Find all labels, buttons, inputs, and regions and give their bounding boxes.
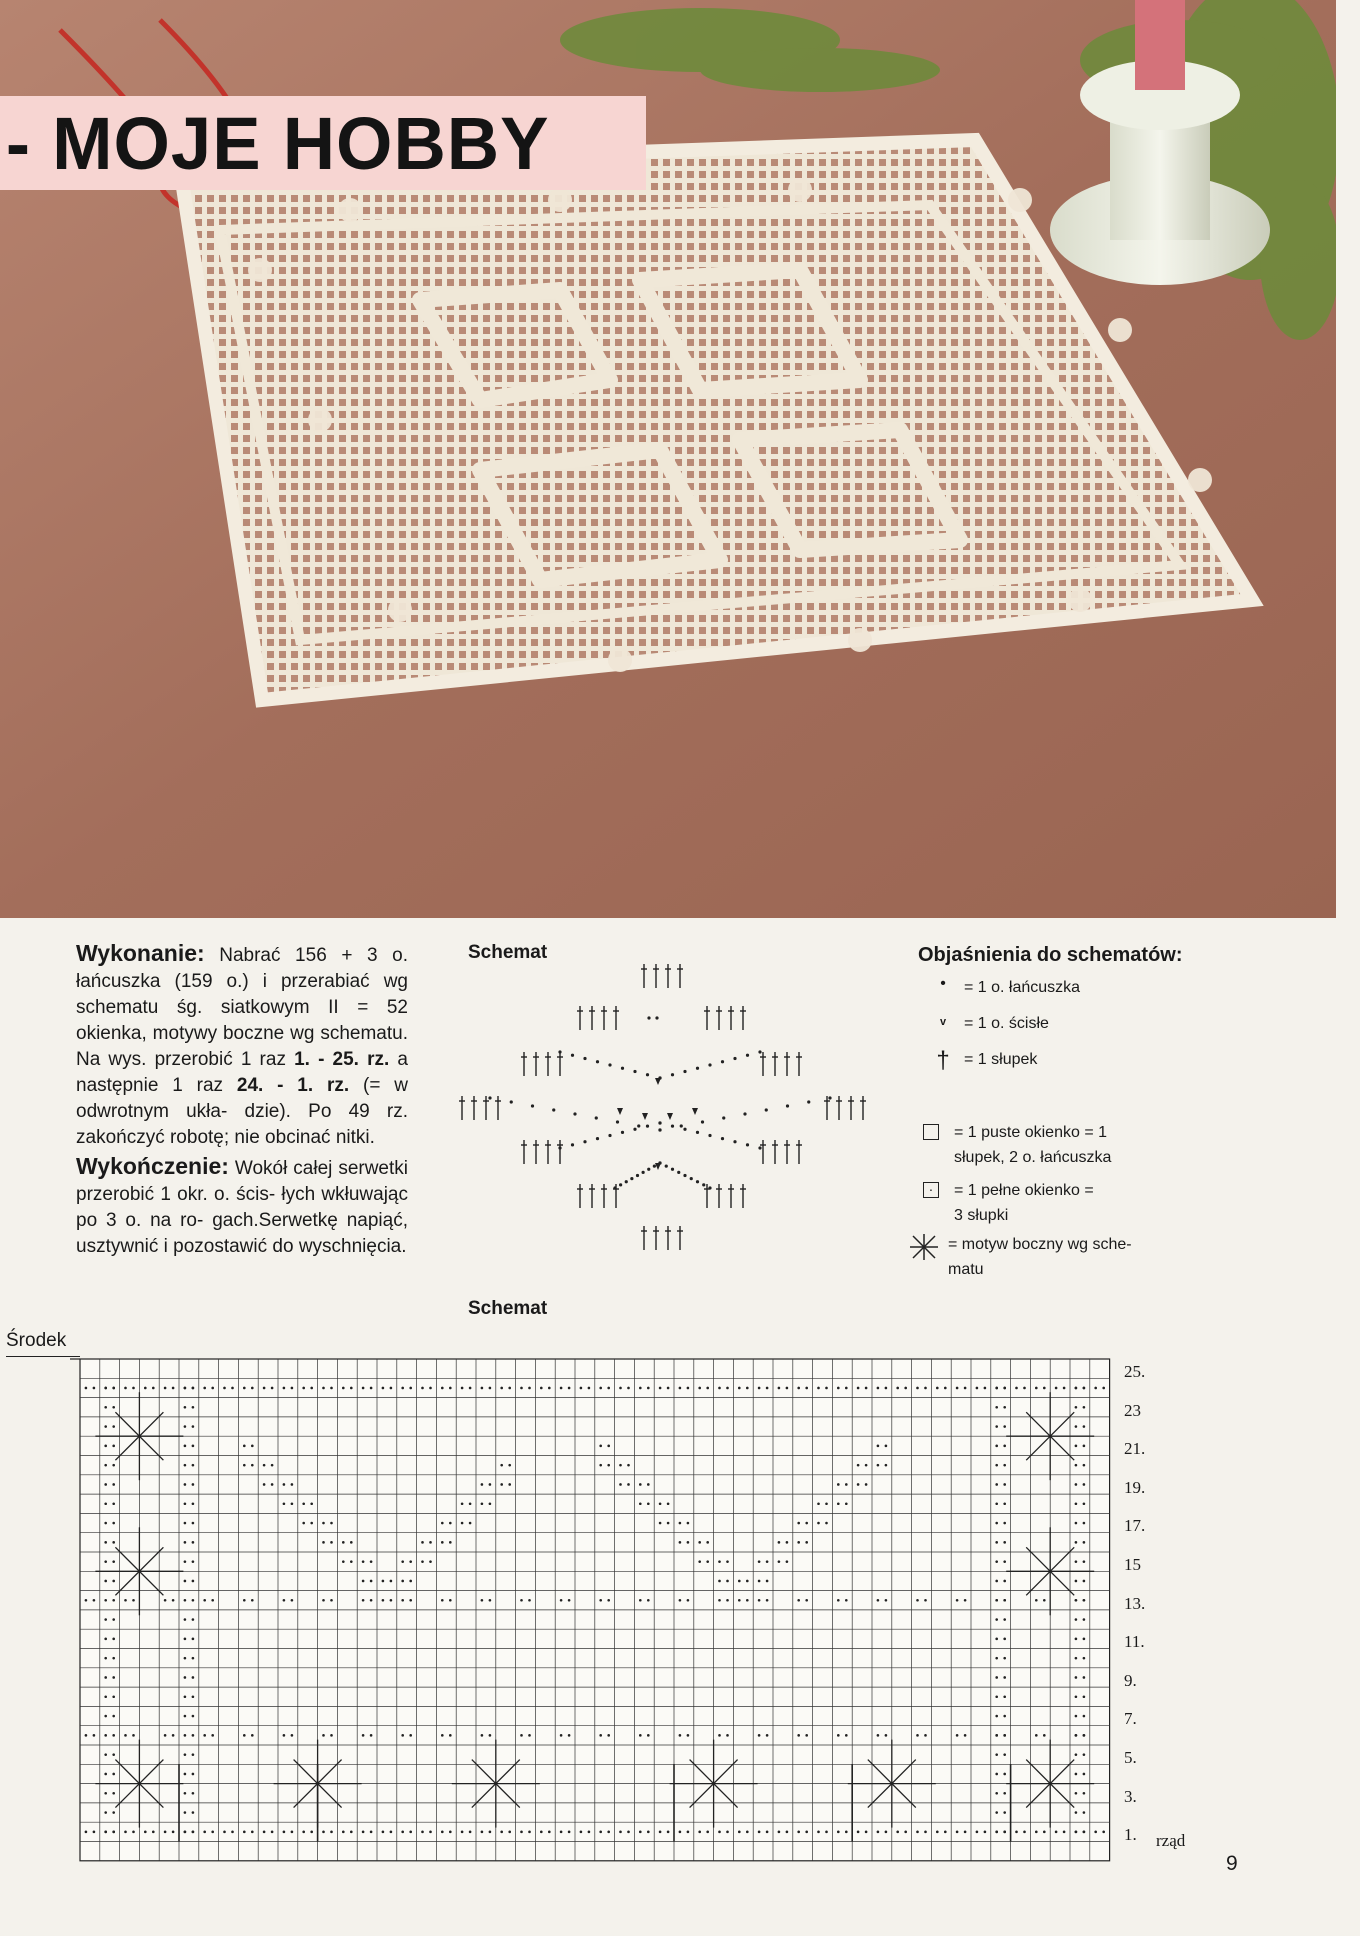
wykonanie-tail-0: dzie). Po 49 rz. zakończyć robotę; (76, 1101, 409, 1148)
chain-dot (510, 1100, 513, 1103)
chain-dot (680, 1124, 683, 1127)
legend-text: = 1 o. łańcuszka (964, 979, 1081, 996)
chain-dot (558, 1050, 561, 1053)
chain-dot (531, 1104, 534, 1107)
chain-dot (583, 1057, 586, 1060)
chain-dot (696, 1131, 699, 1134)
row-number: 17. (1124, 1516, 1146, 1536)
double-crochet-symbol (653, 1226, 659, 1250)
title-banner (0, 96, 646, 190)
chain-dot (613, 1186, 616, 1189)
row-number: 21. (1124, 1439, 1146, 1459)
center-label: Środek (6, 1330, 67, 1351)
single-crochet-symbol (667, 1113, 673, 1120)
chain-dot (828, 1096, 831, 1099)
double-crochet-symbol (521, 1140, 527, 1164)
chain-dot (616, 1120, 619, 1123)
wykonanie-line-2: schematu śg. siatkowym II (76, 997, 339, 1018)
chain-dot (683, 1070, 686, 1073)
double-crochet-symbol (533, 1052, 539, 1076)
row-number: 3. (1124, 1786, 1137, 1806)
double-crochet-symbol (545, 1052, 551, 1076)
chain-dot (658, 1128, 661, 1131)
chain-dot (619, 1183, 622, 1186)
chain-dot (743, 1112, 746, 1115)
legend-text: = motyw boczny wg sche- (948, 1236, 1132, 1253)
chain-dot (683, 1174, 686, 1177)
chain-dot (633, 1070, 636, 1073)
chain-dot (683, 1128, 686, 1131)
wykonanie-line-0: Nabrać 156 + 3 o. (204, 945, 408, 966)
row-number: 11. (1124, 1632, 1145, 1652)
double-crochet-symbol (772, 1140, 778, 1164)
double-crochet-symbol (728, 1006, 734, 1030)
row-number: 13. (1124, 1593, 1146, 1613)
chain-dot (671, 1125, 674, 1128)
double-crochet-symbol (483, 1096, 489, 1120)
legend-item-single-crochet (930, 1011, 1049, 1036)
row-number: 5. (1124, 1748, 1137, 1767)
chain-dot (637, 1124, 640, 1127)
chain-dot (746, 1143, 749, 1146)
legend-text: = 1 pełne okienko = (954, 1182, 1094, 1199)
double-crochet-symbol (589, 1006, 595, 1030)
legend-text-2: słupek, 2 o. łańcuszka (954, 1149, 1112, 1166)
row-suffix-label: rząd (1156, 1831, 1186, 1850)
single-crochet-symbol (655, 1078, 661, 1085)
double-crochet-symbol (495, 1096, 501, 1120)
chain-dot (646, 1125, 649, 1128)
wykonanie-line-4: schematu. Na wys. przerobić 1 raz (76, 1023, 408, 1070)
double-crochet-symbol (533, 1140, 539, 1164)
double-crochet-symbol (641, 964, 647, 988)
empty-mesh-icon (918, 1120, 944, 1145)
double-crochet-symbol (521, 1052, 527, 1076)
double-crochet-symbol (704, 1006, 710, 1030)
legend-item-chain (930, 975, 1080, 1000)
double-crochet-symbol (836, 1096, 842, 1120)
side-motif-icon (906, 1232, 942, 1267)
wykonanie-line-1: łańcuszka (159 o.) i przerabiać wg (76, 971, 408, 992)
chain-dot (786, 1104, 789, 1107)
double-crochet-symbol (665, 1226, 671, 1250)
double-crochet-icon: † (936, 1047, 950, 1074)
chain-dot (595, 1116, 598, 1119)
double-crochet-symbol (459, 1096, 465, 1120)
side-motif-schematic (450, 948, 890, 1288)
chain-dot (625, 1180, 628, 1183)
legend-text: = 1 puste okienko = 1 (954, 1124, 1107, 1141)
chain-dot-icon: • (940, 975, 946, 992)
rows-part1: 1. - 25. rz. (294, 1049, 390, 1070)
double-crochet-symbol (760, 1052, 766, 1076)
double-crochet-symbol (860, 1096, 866, 1120)
wykonczenie-heading: Wykończenie: (76, 1153, 229, 1179)
double-crochet-symbol (613, 1006, 619, 1030)
double-crochet-symbol (716, 1184, 722, 1208)
double-crochet-symbol (760, 1140, 766, 1164)
chain-dot (552, 1108, 555, 1111)
row-number: 23 (1124, 1400, 1141, 1420)
single-crochet-symbol (617, 1108, 623, 1115)
filled-mesh-icon: · (918, 1178, 944, 1199)
chain-dot (571, 1054, 574, 1057)
page-title: - MOJE HOBBY (5, 101, 550, 185)
chain-dot (721, 1137, 724, 1140)
chain-dot (708, 1186, 711, 1189)
double-crochet-symbol (740, 1184, 746, 1208)
double-crochet-symbol (784, 1140, 790, 1164)
legend-item-side-motif (906, 1232, 1132, 1282)
chain-dot (665, 1165, 668, 1168)
chain-dot (647, 1168, 650, 1171)
chain-dot (653, 1165, 656, 1168)
chain-dot (488, 1096, 491, 1099)
chain-dot (558, 1146, 561, 1149)
double-crochet-symbol (677, 1226, 683, 1250)
single-crochet-icon: ᵥ (940, 1011, 946, 1028)
chain-dot (758, 1050, 761, 1053)
row-number: 7. (1124, 1709, 1137, 1729)
double-crochet-symbol (653, 964, 659, 988)
chain-dot (630, 1177, 633, 1180)
chain-dot (608, 1063, 611, 1066)
instructions (76, 940, 408, 1262)
legend-text-2: 3 słupki (954, 1207, 1009, 1224)
row-number: 15 (1124, 1555, 1141, 1574)
row-number: 1. (1124, 1825, 1137, 1845)
wykonczenie-line-1: serwetki przerobić 1 okr. o. ścis- (76, 1158, 408, 1205)
double-crochet-symbol (716, 1006, 722, 1030)
rows-part1-after: a następnie 1 raz (76, 1049, 408, 1096)
chain-dot (721, 1060, 724, 1063)
double-crochet-symbol (848, 1096, 854, 1120)
double-crochet-symbol (728, 1184, 734, 1208)
chain-dot (696, 1067, 699, 1070)
wykonczenie-line-4: i pozostawić do wyschnięcia. (163, 1236, 407, 1257)
chain-dot (608, 1134, 611, 1137)
double-crochet-symbol (641, 1226, 647, 1250)
double-crochet-symbol (824, 1096, 830, 1120)
chain-dot (596, 1137, 599, 1140)
double-crochet-symbol (601, 1006, 607, 1030)
double-crochet-symbol (471, 1096, 477, 1120)
chain-dot (708, 1063, 711, 1066)
double-crochet-symbol (577, 1006, 583, 1030)
chain-dot (733, 1140, 736, 1143)
double-crochet-symbol (796, 1052, 802, 1076)
row-number: 25. (1124, 1362, 1146, 1381)
chain-dot (658, 1121, 661, 1124)
double-crochet-symbol (577, 1184, 583, 1208)
wykonanie-line-3: = 52 okienka, motywy boczne wg (76, 997, 408, 1044)
chain-dot (573, 1112, 576, 1115)
double-crochet-symbol (740, 1006, 746, 1030)
small-schematic-label: Schemat (468, 942, 548, 963)
chain-dot (647, 1016, 650, 1019)
chain-dot (596, 1060, 599, 1063)
chain-dot (671, 1073, 674, 1076)
chain-dot (765, 1108, 768, 1111)
double-crochet-symbol (545, 1140, 551, 1164)
chain-dot (633, 1128, 636, 1131)
legend-title: Objaśnienia do schematów: (918, 944, 1183, 966)
legend-item-empty-mesh (918, 1120, 1111, 1170)
double-crochet-symbol (784, 1052, 790, 1076)
row-number: 9. (1124, 1670, 1137, 1690)
wykonczenie-line-0: Wokół całej (228, 1158, 333, 1179)
filet-chart (70, 1345, 1130, 1865)
main-schematic-label: Schemat (468, 1298, 548, 1319)
double-crochet-symbol (677, 964, 683, 988)
chain-dot (708, 1134, 711, 1137)
legend-text: = 1 słupek (964, 1051, 1038, 1068)
rows-part2: 24. - 1. rz. (236, 1075, 350, 1096)
double-crochet-symbol (665, 964, 671, 988)
double-crochet-symbol (557, 1052, 563, 1076)
chain-dot (701, 1120, 704, 1123)
page-number: 9 (1226, 1852, 1238, 1875)
double-crochet-symbol (796, 1140, 802, 1164)
legend-item-double-crochet (930, 1047, 1037, 1075)
chain-dot (642, 1171, 645, 1174)
wykonczenie-line-2: łych wkłuwając po 3 o. na ro- (76, 1184, 408, 1231)
chain-dot (702, 1183, 705, 1186)
chain-dot (807, 1100, 810, 1103)
legend-text: = 1 o. ścisłe (964, 1015, 1049, 1032)
wykonanie-tail-1: nie obcinać nitki. (234, 1127, 375, 1148)
chain-dot (677, 1171, 680, 1174)
chain-dot (671, 1168, 674, 1171)
chain-dot (690, 1177, 693, 1180)
chain-dot (722, 1116, 725, 1119)
chain-dot (758, 1146, 761, 1149)
legend-text-2: matu (948, 1261, 984, 1278)
legend (918, 944, 1338, 973)
double-crochet-symbol (557, 1140, 563, 1164)
chain-dot (621, 1131, 624, 1134)
single-crochet-symbol (642, 1113, 648, 1120)
double-crochet-symbol (589, 1184, 595, 1208)
double-crochet-symbol (601, 1184, 607, 1208)
chain-dot (636, 1174, 639, 1177)
double-crochet-symbol (772, 1052, 778, 1076)
chain-dot (746, 1054, 749, 1057)
chain-dot (696, 1180, 699, 1183)
chain-dot (583, 1140, 586, 1143)
wykonanie-heading: Wykonanie: (76, 940, 205, 966)
center-marker-line (6, 1356, 80, 1357)
chain-dot (655, 1016, 658, 1019)
chain-dot (733, 1057, 736, 1060)
single-crochet-symbol (692, 1108, 698, 1115)
chain-dot (621, 1067, 624, 1070)
chain-dot (646, 1073, 649, 1076)
rows-part2-after: (= w odwrotnym ukła- (76, 1075, 408, 1122)
wykonczenie-line-3: gach.Serwetkę napiąć, usztywnić (76, 1210, 408, 1257)
chain-dot (571, 1143, 574, 1146)
legend-item-filled-mesh (918, 1178, 1094, 1228)
row-number: 19. (1124, 1477, 1146, 1497)
